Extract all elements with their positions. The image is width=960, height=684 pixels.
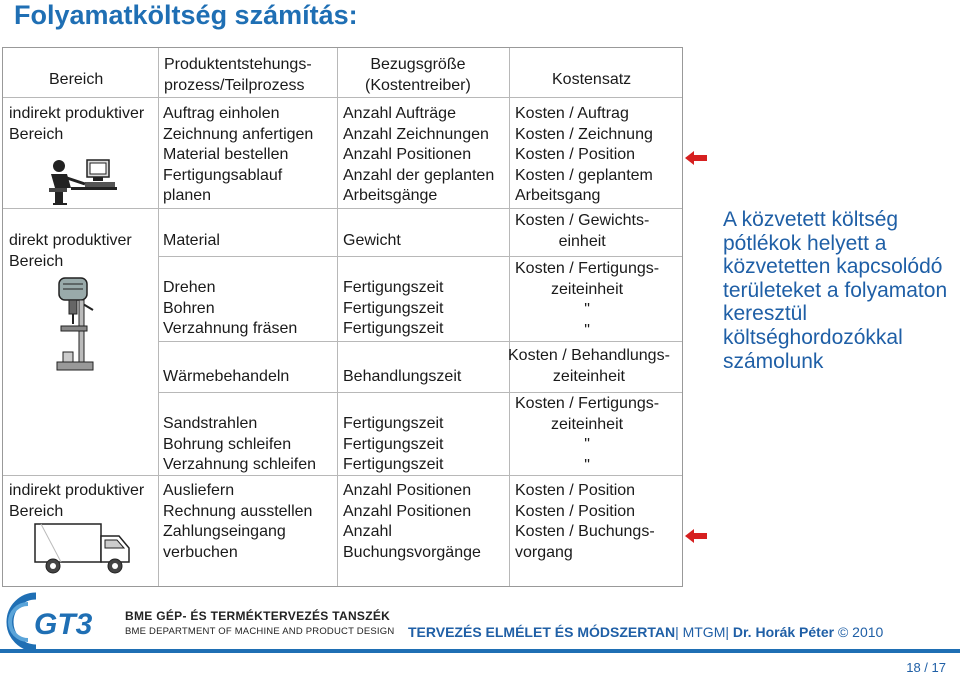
arrow-left-icon [685, 151, 707, 165]
rate-cell: Kosten / Gewichts- einheit [515, 212, 650, 250]
explanation-note: A közvetett költség pótlékok helyett a közvetetten kapcsolódó területeket a folyamaton keresztül költséghordozókkal számolunk [723, 208, 948, 373]
rate-cell: Kosten / Auftrag Kosten / Zeichnung Kosten / Position Kosten / geplantem Arbeitsgang [515, 105, 653, 204]
header-area: Bereich [49, 71, 104, 88]
row-divider [158, 341, 682, 342]
logo-abbr: GT3 [34, 608, 93, 641]
delivery-truck-icon [31, 518, 135, 578]
header-driver: Bezugsgröße (Kostentreiber) [365, 56, 471, 94]
logo-line2: BME DEPARTMENT OF MACHINE AND PRODUCT DESIGN [125, 626, 395, 637]
gt3-logo [6, 592, 122, 650]
rate-cell: Kosten / Fertigungs- zeiteinheit " " [515, 260, 660, 339]
column-divider [158, 48, 159, 586]
slide-title: Folyamatköltség számítás: [14, 0, 358, 30]
footer-divider [0, 649, 960, 653]
area-indirect-2: indirekt produktiver Bereich [9, 482, 145, 520]
driver-cell: Behandlungszeit [343, 368, 462, 385]
logo-line1: BME GÉP- ÉS TERMÉKTERVEZÉS TANSZÉK [125, 609, 391, 623]
office-worker-icon [41, 148, 121, 210]
column-divider [337, 48, 338, 586]
rate-cell: Kosten / Behandlungs- zeiteinheit [508, 347, 670, 385]
header-process: Produktentstehungs- prozess/Teilprozess [164, 56, 312, 94]
process-cell: Sandstrahlen Bohrung schleifen Verzahnung schleifen [163, 415, 316, 473]
footer-copyright: © 2010 [834, 624, 884, 640]
area-direct: direkt produktiver Bereich [9, 232, 132, 270]
process-cell: Ausliefern Rechnung ausstellen Zahlungseingang verbuchen [163, 482, 313, 561]
process-cell: Auftrag einholen Zeichnung anfertigen Material bestellen Fertigungsablauf planen [163, 105, 314, 204]
footer-course: TERVEZÉS ELMÉLET ÉS MÓDSZERTAN [408, 624, 676, 640]
driver-cell: Gewicht [343, 232, 401, 249]
process-cell: Drehen Bohren Verzahnung fräsen [163, 279, 298, 337]
column-divider [509, 48, 510, 586]
driver-cell: Anzahl Positionen Anzahl Positionen Anzahl Buchungsvorgänge [343, 482, 481, 561]
header-rate: Kostensatz [552, 71, 632, 88]
row-divider [158, 256, 682, 257]
driver-cell: Anzahl Aufträge Anzahl Zeichnungen Anzahl Positionen Anzahl der geplanten Arbeitsgänge [343, 105, 495, 204]
area-indirect-1: indirekt produktiver Bereich [9, 105, 145, 143]
process-cost-table [2, 47, 683, 587]
page-number: 18 / 17 [906, 660, 946, 675]
drill-press-icon [49, 274, 99, 374]
footer-sep: | [725, 624, 729, 640]
process-cell: Wärmebehandeln [163, 368, 290, 385]
row-divider [158, 392, 682, 393]
arrow-left-icon [685, 529, 707, 543]
process-cell: Material [163, 232, 220, 249]
rate-cell: Kosten / Position Kosten / Position Kosten / Buchungs- vorgang [515, 482, 655, 561]
row-divider [3, 97, 682, 98]
rate-cell: Kosten / Fertigungs- zeiteinheit " " [515, 395, 660, 474]
footer-course-info [408, 624, 883, 640]
footer-mid: MTGM [678, 624, 726, 640]
driver-cell: Fertigungszeit Fertigungszeit Fertigungszeit [343, 279, 444, 337]
driver-cell: Fertigungszeit Fertigungszeit Fertigungszeit [343, 415, 444, 473]
footer-sep: | [675, 624, 679, 640]
footer-author: Dr. Horák Péter [729, 624, 835, 640]
